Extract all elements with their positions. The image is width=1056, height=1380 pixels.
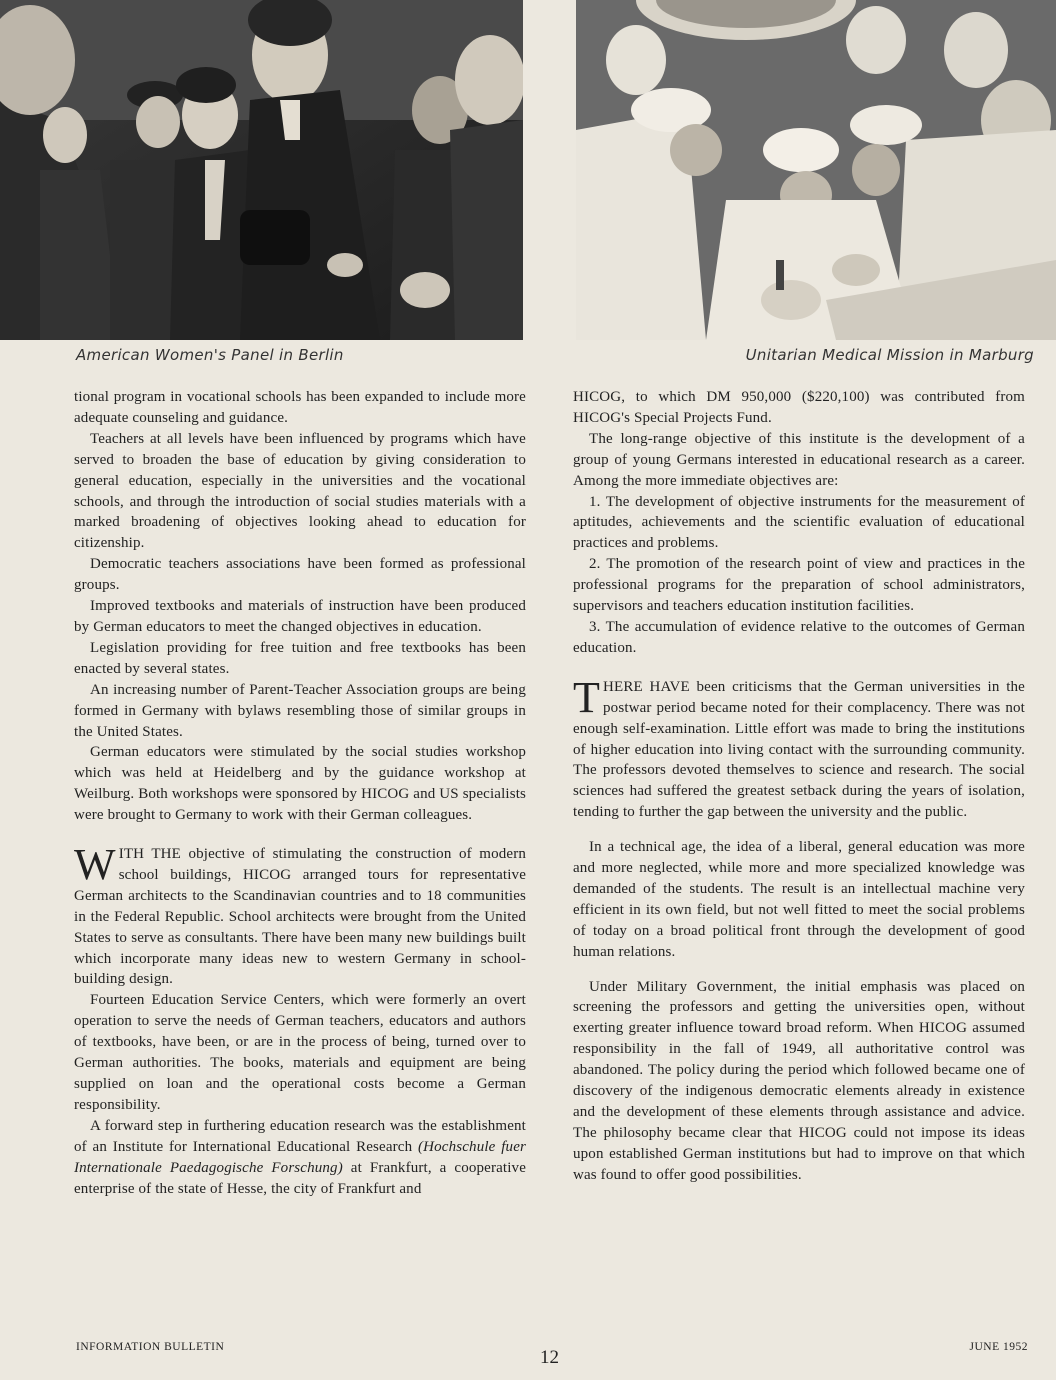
paragraph: tional program in vocational schools has been expanded to include more adequate counseling and guidance. xyxy=(74,389,526,426)
paragraph: The long-range objective of this institute is the development of a group of young Germans interested in educational research as a career. Among the more immediate objectives are: xyxy=(573,430,1025,489)
paragraph: An increasing number of Parent-Teacher Association groups are being formed in Germany with bylaws resembling those of similar groups in the United States. xyxy=(74,681,526,740)
page-number: 12 xyxy=(540,1347,559,1368)
photo-medical-mission-marburg xyxy=(576,0,1056,340)
caption-left: American Women's Panel in Berlin xyxy=(76,346,344,364)
paragraph: In a technical age, the idea of a liberal, general education was more and more neglected, while more and more specialized knowledge was demanded of the students. The result is an intellectual machine very efficient in its own field, but not well fitted to meet the social problems of today on a broad political front through the development of good human relations. xyxy=(573,839,1025,960)
section-lead: ITH THE xyxy=(118,846,181,863)
paragraph: Under Military Government, the initial emphasis was placed on screening the professors and getting the universities open, without exerting greater influence toward broad reform. When HICOG assumed responsibility in the fall of 1949, all authoritative control was abandoned. The policy during the period which followed became one of discovery of the indigenous democratic elements already in existence and the development of these elements through assistance and advice. The philosophy became clear that HICOG could not impose its ideas upon established German institutions but had to improve on that which was found to offer good possibilities. xyxy=(573,978,1025,1183)
section-paragraph-t xyxy=(573,672,1025,823)
photo-womens-panel-berlin xyxy=(0,0,523,340)
institute-text: A forward step in furthering education research was the establishment of an Institute for International Educational Research xyxy=(74,1117,526,1155)
footer-date: JUNE 1952 xyxy=(969,1341,1028,1353)
caption-right: Unitarian Medical Mission in Marburg xyxy=(745,346,1034,364)
institute-text-end: at Frankfurt, a cooperative enterprise of the state of Hesse, the city of Frankfurt and xyxy=(74,1159,526,1197)
paragraph: Improved textbooks and materials of instruction have been produced by German educators to meet the changed objectives in education. xyxy=(74,598,526,635)
section-paragraph-w xyxy=(74,840,526,990)
right-column xyxy=(573,387,1025,1186)
section-text: objective of stimulating the construction of modern school buildings, HICOG arranged tours for representative German architects to the Scandinavian countries and to 18 communities in the Federal Republic. School architects were brought from the United States to serve as consultants. There have been many new buildings built which incorporate many ideas new to western Germany in school-building design. xyxy=(74,846,526,988)
section-text: been criticisms that the German universities in the postwar period became noted for their complacency. There was not enough self-examination. Little effort was made to bring the institutions of higher education into living contact with the surrounding community. The professors devoted themselves to science and research. The social sciences had suffered the greatest setback during the years of isolation, tending to further the gap between the university and the public. xyxy=(573,678,1025,821)
institute-german-name: (Hochschule fuer Internationale Paedagogische Forschung) xyxy=(74,1138,527,1176)
footer-publication: INFORMATION BULLETIN xyxy=(76,1341,225,1353)
list-item: 2. The promotion of the research point of view and practices in the professional programs for the preparation of school administrators, supervisors and teachers education institution facilities. xyxy=(573,556,1025,615)
left-column xyxy=(74,387,526,1199)
paragraph: Democratic teachers associations have been formed as professional groups. xyxy=(74,556,526,594)
list-item: 3. The accumulation of evidence relative to the outcomes of German education. xyxy=(573,618,1025,656)
drop-cap: T xyxy=(573,672,601,722)
paragraph: Fourteen Education Service Centers, which were formerly an overt operation to serve the needs of German teachers, educators and authors of textbooks, have been, or are in the process of being, turned over to German authorities. The books, materials and equipment are being supplied on loan and the operational costs become a German responsibility. xyxy=(74,992,526,1113)
list-item: 1. The development of objective instruments for the measurement of aptitudes, achievements and the scientific evaluation of educational practices and problems. xyxy=(573,493,1025,552)
paragraph: Legislation providing for free tuition and free textbooks has been enacted by several states. xyxy=(74,639,526,677)
paragraph-institute xyxy=(74,1116,526,1200)
paragraph: Teachers at all levels have been influenced by programs which have served to broaden the base of education by giving consideration to general education, especially in the universities and the vocational schools, and through the introduction of social studies materials with a marked broadening of objectives looking ahead to education for citizenship. xyxy=(74,430,526,552)
drop-cap: W xyxy=(74,840,116,890)
paragraph: German educators were stimulated by the social studies workshop which was held at Heidelberg and by the guidance workshop at Weilburg. Both workshops were sponsored by HICOG and US specialists were brought to Germany to work with their German colleagues. xyxy=(74,744,526,824)
section-lead: HERE HAVE xyxy=(603,678,690,695)
paragraph: HICOG, to which DM 950,000 ($220,100) was contributed from HICOG's Special Projects Fund. xyxy=(573,389,1025,426)
